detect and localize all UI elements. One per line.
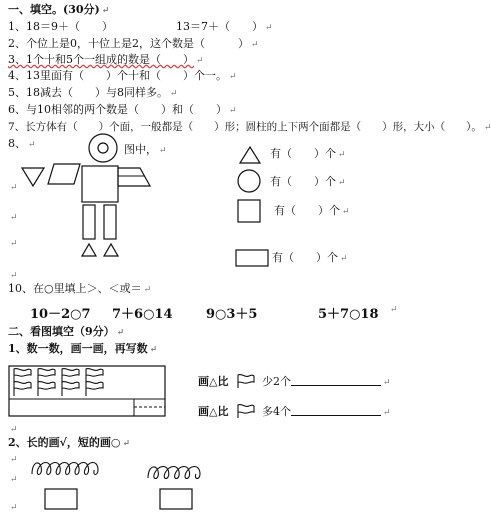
draw-row-1-suffix: 少2个 ↵: [262, 375, 391, 388]
flag-icon: [14, 369, 31, 383]
blank-line: ↵: [10, 183, 18, 193]
section-1-heading: 一、填空。(30分) ↵: [8, 3, 110, 16]
square-count-label: 有（ ）个 ↵: [274, 204, 350, 217]
question-6: 6、与10相邻的两个数是（ ）和（ ） ↵: [8, 103, 237, 116]
blank-line: ↵: [10, 425, 18, 435]
question-3: 3、1个十和5个一组成的数是（ ） ↵: [8, 53, 204, 66]
question-7: 7、长方体有（ ）个面，一般都是（ ）形；圆柱的上下两个面都是（ ）形，大小（ ）。 ↵: [8, 121, 491, 133]
robot-left-arm-parallelogram: [48, 164, 80, 184]
draw-row-2-suffix: 多4个 ↵: [262, 405, 391, 418]
square-shape: [237, 199, 261, 223]
question-1-b: 13＝7＋（ ） ↵: [176, 20, 273, 33]
robot-right-foot-triangle: [104, 244, 118, 256]
section-2-question-1: 1、数一数，画一画，再写数 ↵: [8, 342, 158, 355]
section-2-question-2: 2、长的画√，短的画○ ↵: [8, 436, 131, 449]
flag-icon: [236, 373, 256, 389]
answer-line[interactable]: [291, 405, 381, 416]
figure-caption: 图中， ↵: [124, 143, 167, 156]
circle-count-label: 有（ ）个 ↵: [270, 175, 346, 188]
section-2-heading: 二、看图填空（9分） ↵: [8, 325, 125, 338]
blank-line: ↵: [10, 455, 18, 465]
robot-figure: [0, 130, 200, 260]
compare-expression-4: 5＋7○18: [318, 307, 379, 322]
flag-icon: [38, 382, 55, 396]
flags-box: [8, 365, 166, 417]
short-spring-answer-box[interactable]: [159, 488, 193, 510]
triangle-shape: [238, 145, 262, 165]
question-5: 5、18减去（ ）与8同样多。 ↵: [8, 86, 178, 99]
robot-head-outer-circle: [89, 134, 117, 162]
compare-expression-3: 9○3＋5: [206, 307, 258, 322]
robot-right-leg: [104, 205, 116, 239]
flag-icon: [86, 382, 103, 396]
question-1: 1、18＝9＋（ ）: [8, 20, 113, 33]
draw-row-2-prefix: 画△比: [198, 405, 229, 418]
robot-left-leg: [83, 205, 95, 239]
compare-expression-1: 10－2○7: [30, 307, 91, 322]
flag-icon: [38, 369, 55, 383]
robot-right-arm-trapezoid: [118, 168, 150, 186]
flag-icon: [236, 403, 256, 419]
flag-icon: [62, 369, 79, 383]
compare-expression-2: 7＋6○14: [112, 307, 173, 322]
question-8: 8、 ↵: [8, 137, 36, 150]
question-10: 10、在○里填上＞、＜或＝ ↵: [8, 282, 152, 295]
blank-line: ↵: [10, 271, 18, 281]
flag-icon: [14, 382, 31, 396]
flag-icon: [86, 369, 103, 383]
rectangle-count-label: 有（ ）个 ↵: [272, 251, 348, 264]
short-spring: [146, 460, 216, 484]
triangle-count-label: 有（ ）个 ↵: [270, 147, 346, 160]
question-2: 2、个位上是0，十位上是2，这个数是（ ） ↵: [8, 37, 259, 50]
question-4: 4、13里面有（ ）个十和（ ）个一。 ↵: [8, 69, 237, 82]
return-mark: ↵: [390, 305, 398, 315]
rectangle-shape: [235, 249, 269, 267]
circle-shape: [236, 168, 262, 194]
robot-left-arm-triangle: [22, 168, 44, 186]
long-spring-answer-box[interactable]: [44, 488, 78, 510]
blank-line: ↵: [10, 213, 18, 223]
draw-row-1-prefix: 画△比: [198, 375, 229, 388]
robot-head-inner-circle: [98, 143, 108, 153]
robot-left-foot-triangle: [82, 244, 96, 256]
blank-line: ↵: [10, 475, 18, 485]
blank-line: ↵: [10, 503, 18, 513]
flag-icon: [62, 382, 79, 396]
long-spring: [30, 456, 110, 480]
blank-line: ↵: [10, 239, 18, 249]
answer-line[interactable]: [291, 375, 381, 386]
robot-body-square: [82, 166, 118, 202]
